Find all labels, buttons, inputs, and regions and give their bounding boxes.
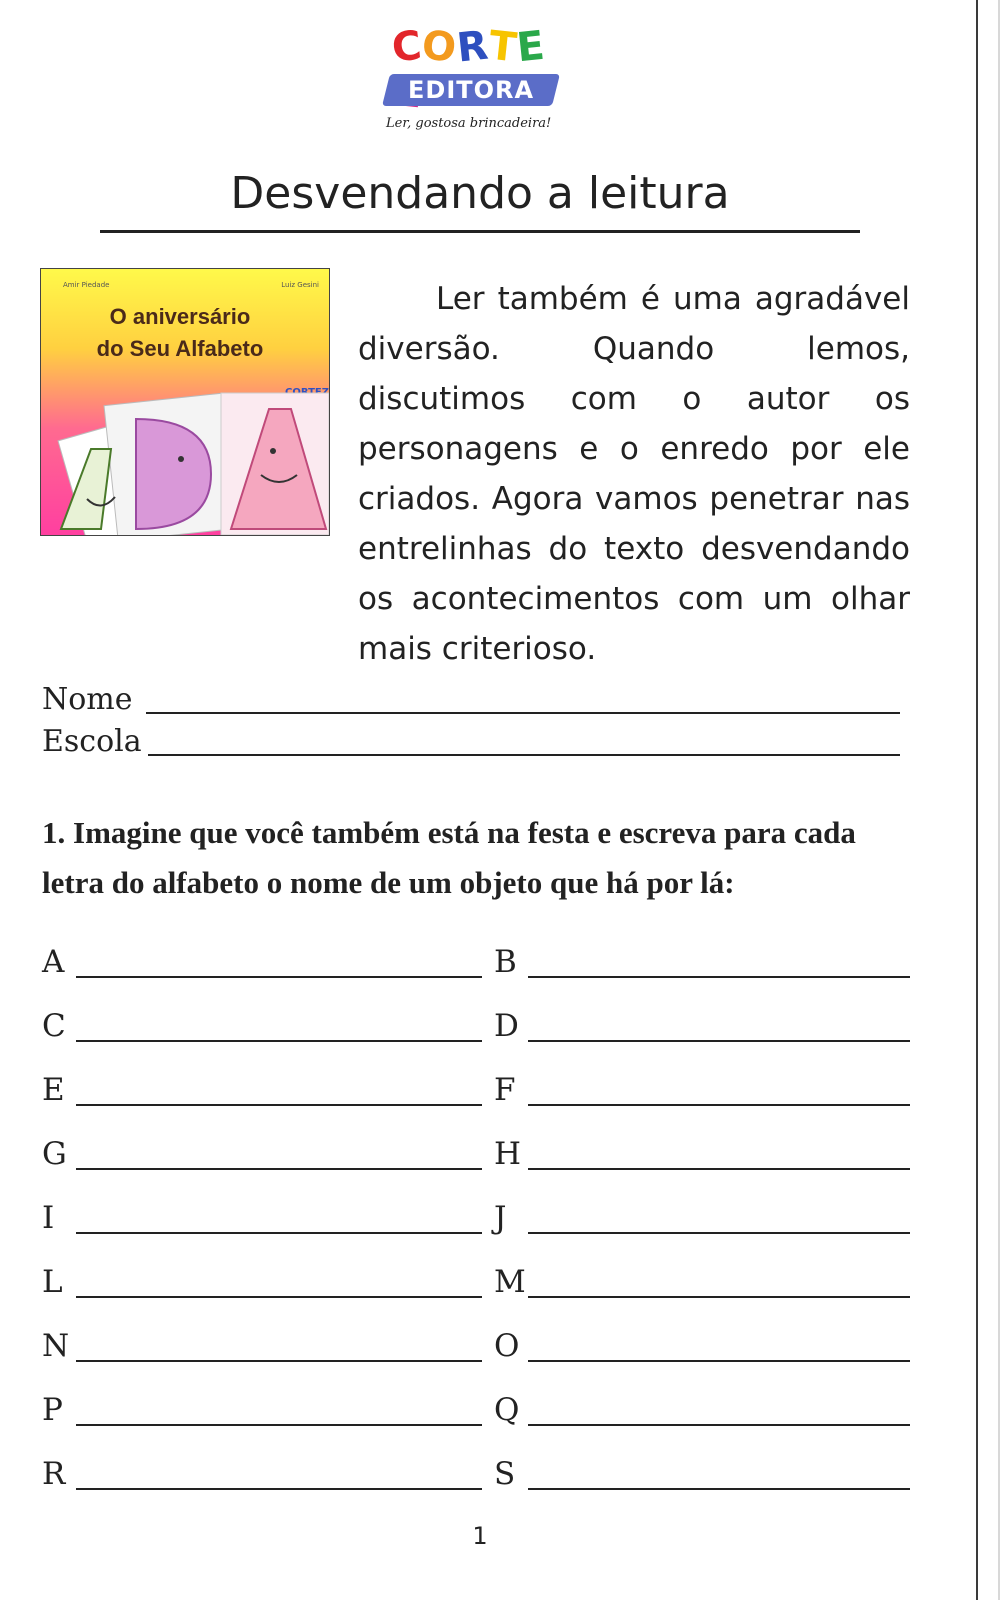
logo-letter: T bbox=[486, 22, 520, 72]
letter-left: P bbox=[42, 1392, 63, 1428]
letter-left: G bbox=[42, 1136, 67, 1172]
answer-line[interactable] bbox=[528, 1360, 910, 1362]
answer-line[interactable] bbox=[76, 1232, 482, 1234]
page-edge-light bbox=[998, 0, 1000, 1600]
cover-illustrator: Luiz Gesini bbox=[281, 281, 319, 289]
letter-right: B bbox=[494, 944, 517, 980]
answer-line[interactable] bbox=[528, 1296, 910, 1298]
cover-author: Amir Piedade bbox=[63, 281, 110, 289]
letter-right: J bbox=[494, 1200, 507, 1236]
page-title: Desvendando a leitura bbox=[230, 168, 730, 219]
intro-paragraph: Ler também é uma agradável diversão. Quando lemos, discutimos com o autor os personagens e o enredo por ele criados. Agora vamos penetrar nas entrelinhas do texto desvendando os acontecimentos com um olhar mais criterioso. bbox=[358, 281, 910, 667]
cover-title-line1: O aniversário bbox=[109, 304, 251, 329]
answer-line[interactable] bbox=[528, 976, 910, 978]
answer-line[interactable] bbox=[528, 1488, 910, 1490]
letter-left: E bbox=[42, 1072, 65, 1108]
answer-line[interactable] bbox=[528, 1040, 910, 1042]
cover-title bbox=[69, 301, 291, 365]
book-cover-image bbox=[40, 268, 330, 536]
publisher-logo bbox=[378, 24, 574, 144]
logo-tagline: Ler, gostosa brincadeira! bbox=[386, 116, 552, 131]
logo-letter: E bbox=[515, 22, 549, 72]
logo-letter: R bbox=[455, 22, 492, 72]
page-edge-dark bbox=[976, 0, 978, 1600]
letter-left: A bbox=[42, 944, 65, 980]
name-input-line[interactable] bbox=[146, 712, 900, 714]
answer-line[interactable] bbox=[76, 1296, 482, 1298]
letter-right: H bbox=[494, 1136, 522, 1172]
letter-right: Q bbox=[494, 1392, 520, 1428]
answer-line[interactable] bbox=[528, 1104, 910, 1106]
logo-letter: C bbox=[389, 22, 425, 72]
letter-left: I bbox=[42, 1200, 55, 1236]
letter-right: F bbox=[494, 1072, 516, 1108]
letter-right: D bbox=[494, 1008, 519, 1044]
letter-left: C bbox=[42, 1008, 66, 1044]
letter-left: L bbox=[42, 1264, 63, 1300]
answer-line[interactable] bbox=[76, 1104, 482, 1106]
letter-right: M bbox=[494, 1264, 526, 1300]
logo-subbrand: EDITORA bbox=[408, 76, 535, 104]
answer-line[interactable] bbox=[76, 1424, 482, 1426]
answer-line[interactable] bbox=[528, 1232, 910, 1234]
school-input-line[interactable] bbox=[148, 754, 900, 756]
answer-line[interactable] bbox=[76, 1040, 482, 1042]
answer-line[interactable] bbox=[528, 1424, 910, 1426]
letter-right: O bbox=[494, 1328, 520, 1364]
letter-left: R bbox=[42, 1456, 66, 1492]
page-number: 1 bbox=[472, 1522, 488, 1550]
title-underline bbox=[100, 230, 860, 233]
answer-line[interactable] bbox=[76, 976, 482, 978]
name-label: Nome bbox=[42, 682, 133, 717]
answer-line[interactable] bbox=[76, 1168, 482, 1170]
answer-line[interactable] bbox=[76, 1488, 482, 1490]
cover-title-line2: do Seu Alfabeto bbox=[96, 336, 264, 361]
school-label: Escola bbox=[42, 724, 142, 759]
answer-line[interactable] bbox=[528, 1168, 910, 1170]
cover-letters-illustration bbox=[41, 379, 329, 535]
logo-letter: O bbox=[420, 22, 460, 72]
question-1: 1. Imagine que você também está na festa e escreva para cada letra do alfabeto o nome de um objeto que há por lá: bbox=[42, 815, 856, 900]
letter-left: N bbox=[42, 1328, 70, 1364]
letter-right: S bbox=[494, 1456, 516, 1492]
answer-line[interactable] bbox=[76, 1360, 482, 1362]
